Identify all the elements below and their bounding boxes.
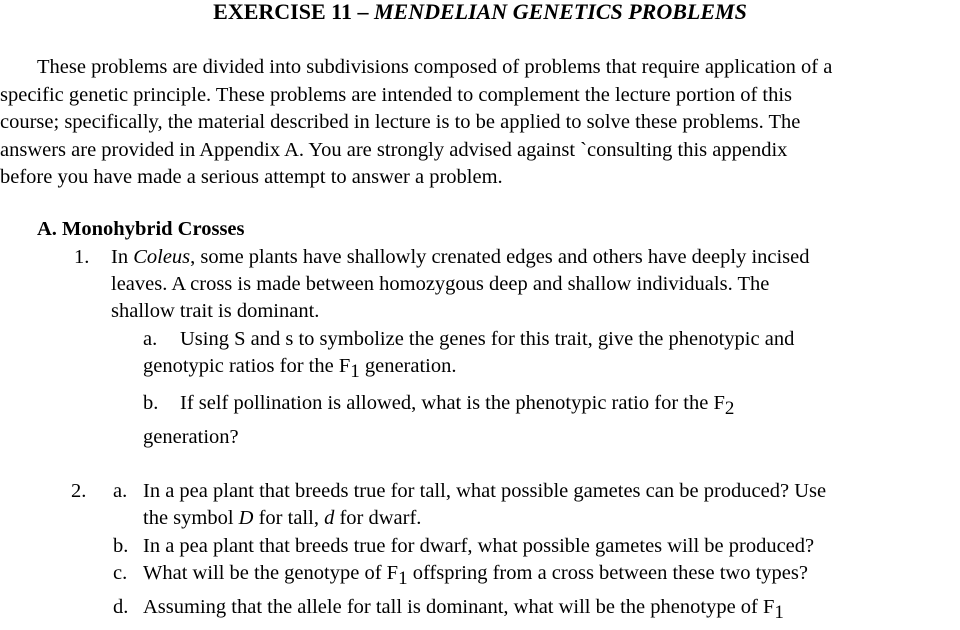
problem-1-line-1-post: , some plants have shallowly crenated edges and others have deeply incised bbox=[190, 246, 810, 268]
f1-subscript: 1 bbox=[350, 361, 360, 382]
problem-1-line-2: leaves. A cross is made between homozygous deep and shallow individuals. The bbox=[111, 273, 770, 295]
problem-2a-line-2 bbox=[143, 505, 421, 533]
intro-paragraph bbox=[0, 54, 960, 192]
problem-1b-line-2: generation? bbox=[143, 426, 239, 448]
problem-2d-line-1 bbox=[143, 594, 784, 622]
problem-2a-line-2-post: for dwarf. bbox=[334, 507, 422, 529]
problem-1a-line-2-pre: genotypic ratios for the F bbox=[143, 355, 351, 377]
problem-2c-line-1-post: offspring from a cross between these two types? bbox=[407, 562, 808, 584]
problem-2a-line-2-pre: the symbol bbox=[143, 507, 239, 529]
problem-2c-line-1 bbox=[143, 560, 808, 588]
problem-1-line-1-pre: In bbox=[111, 246, 134, 268]
problem-2a-line-1: In a pea plant that breeds true for tall, what possible gametes can be produced? Use bbox=[143, 480, 827, 502]
problem-2d-label: d. bbox=[113, 596, 129, 618]
intro-line-3: course; specifically, the material described in lecture is to be applied to solve these problems. The bbox=[0, 111, 801, 133]
problem-1-number: 1. bbox=[74, 246, 90, 268]
f2-subscript: 2 bbox=[724, 398, 735, 419]
problem-1b-line-1 bbox=[180, 390, 734, 418]
problem-2b-line-1: In a pea plant that breeds true for dwarf, what possible gametes will be produced? bbox=[143, 535, 815, 557]
problem-1a-label: a. bbox=[143, 328, 158, 350]
intro-line-1: These problems are divided into subdivisions composed of problems that require application of a bbox=[37, 56, 833, 78]
problem-2b-label: b. bbox=[113, 535, 129, 557]
problem-2d-line-1-pre: Assuming that the allele for tall is dominant, what will be the phenotype of F bbox=[143, 596, 775, 618]
symbol-d-dwarf: d bbox=[324, 507, 335, 529]
intro-line-2: specific genetic principle. These problems are intended to complement the lecture portion of this bbox=[0, 83, 793, 106]
coleus-italic: Coleus bbox=[133, 246, 191, 268]
problem-1-line-1 bbox=[111, 244, 810, 272]
problem-2c-line-1-pre: What will be the genotype of F bbox=[143, 562, 399, 584]
intro-line-5: before you have made a serious attempt to answer a problem. bbox=[0, 166, 503, 188]
problem-1-line-3: shallow trait is dominant. bbox=[111, 300, 320, 322]
section-heading-monohybrid: A. Monohybrid Crosses bbox=[37, 218, 245, 240]
f1-subscript-2d: 1 bbox=[774, 602, 784, 623]
intro-line-4: answers are provided in Appendix A. You are strongly advised against `consulting this appendix bbox=[0, 138, 788, 161]
problem-1a-line-2-post: generation. bbox=[359, 355, 457, 377]
problem-2-number: 2. bbox=[71, 480, 87, 502]
problem-2a-line-2-mid: for tall, bbox=[253, 507, 325, 529]
problem-2c-label: c. bbox=[113, 562, 128, 584]
problem-1b-label: b. bbox=[143, 392, 159, 414]
problem-1b-line-1-pre: If self pollination is allowed, what is the phenotypic ratio for the F bbox=[180, 392, 725, 414]
f1-subscript-2c: 1 bbox=[398, 568, 408, 589]
problem-1a-line-1: Using S and s to symbolize the genes for this trait, give the phenotypic and bbox=[180, 328, 795, 350]
title-emphasis: MENDELIAN GENETICS PROBLEMS bbox=[373, 0, 747, 24]
symbol-D-tall: D bbox=[238, 507, 254, 529]
exercise-title bbox=[0, 0, 960, 27]
problem-2a-label: a. bbox=[113, 480, 128, 502]
problem-1a-line-2 bbox=[143, 353, 457, 381]
title-prefix: EXERCISE 11 – bbox=[213, 0, 374, 24]
